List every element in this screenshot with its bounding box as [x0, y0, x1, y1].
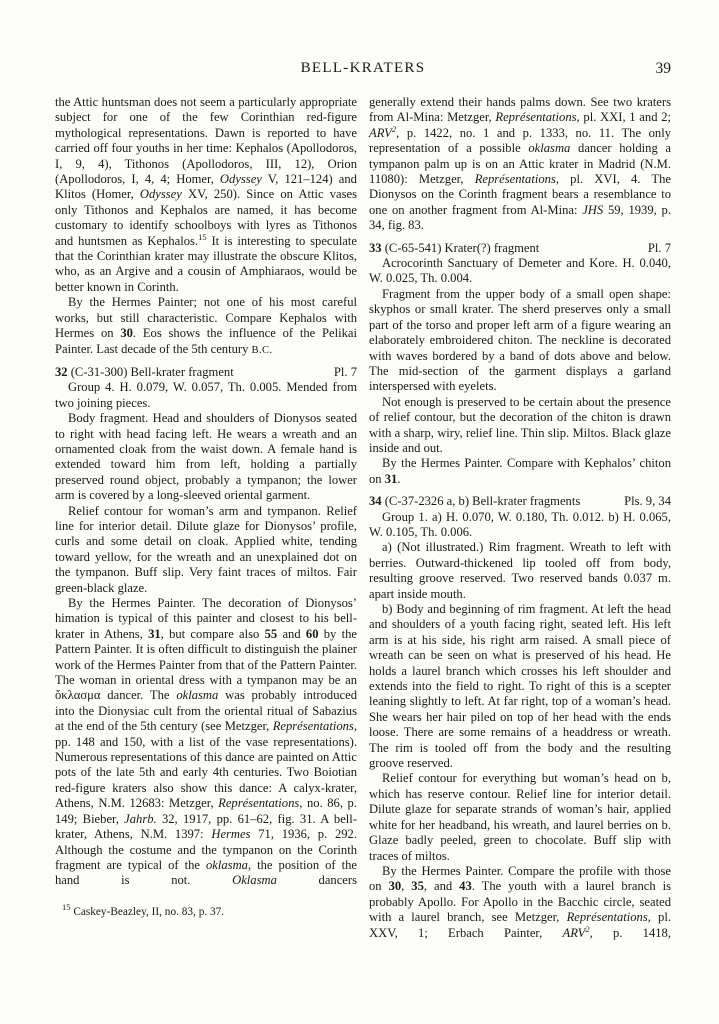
- text-run: It is interesting to speculate that the Corinthian krater may illustrate the obscure Klitos, who, as an Argive and a cousin of Amphiaraos, would be better known in Corinth.: [55, 233, 357, 294]
- text-run: Jahrb.: [124, 811, 157, 826]
- text-run: 35: [411, 879, 424, 894]
- text-run: dancers: [276, 873, 357, 888]
- paragraph: [55, 380, 357, 411]
- text-run: , but compare also: [160, 626, 265, 641]
- plate-reference: Pls. 9, 34: [624, 494, 671, 509]
- running-title: BELL-KRATERS: [300, 60, 426, 76]
- left-column: [55, 95, 357, 941]
- page-header: [55, 60, 671, 80]
- text-run: was probably introduced into the Dionysiac cult from the oriental ritual of Sabazius at the end of the 5th century (see Metzger,: [55, 688, 357, 734]
- text-run: 31: [148, 626, 161, 641]
- text-run: 60: [305, 626, 319, 641]
- text-run: , and: [423, 879, 460, 894]
- text-run: By the Hermes Painter; not one of his most careful works, but still characteristic. Compare Kephalos with Hermes on: [55, 295, 357, 341]
- text-run: By the Hermes Painter. The decoration of Dionysos’ himation is typical of this painter and closest to his bell-krater in Athens,: [55, 596, 357, 641]
- text-run: ARV: [562, 925, 586, 940]
- plate-reference: Pl. 7: [333, 364, 357, 379]
- entry-title: [369, 494, 580, 509]
- plate-reference: Pl. 7: [647, 240, 671, 255]
- text-run: Oklasma: [232, 873, 277, 888]
- paragraph: [369, 395, 671, 457]
- text-run: , p. 1422, no. 1 and p. 1333, no. 11. The only representation of a possible: [369, 125, 671, 156]
- superscript-ref: 15: [198, 231, 207, 242]
- text-run: Body fragment. Head and shoulders of Dionysos seated to right with head facing left. He wears a wreath and an ornamented cloak from the waist down. A female hand is extended toward him from left, holding a partially preserved round object, probably a tympanon; the lower arm is covered by a long-sleeved oriental garment.: [55, 411, 357, 503]
- text-run: Relief contour for everything but woman’s head on b, which has reserve contour. Relief line for interior detail. Dilute glaze for separate strands of woman’s hair, applied white for her headband, his wreath, and laurel berries on b. Glaze badly peeled, green to chocolate. Buff slip with traces of miltos.: [369, 771, 671, 863]
- paragraph: [369, 771, 671, 863]
- text-run: XV, 250). Since on Attic vases only Tithonos and Kephalos are named, it has become customary to identify schoolboys with lyres as Tithonos and huntsmen as Kephalos.: [55, 187, 357, 248]
- entry-title: [55, 365, 234, 380]
- text-run: Odyssey: [219, 172, 262, 187]
- text-run: by the Pattern Painter. It is often difficult to distinguish the plainer work of the Hermes Painter from that of the Pattern Painter. The woman in oriental dress with a tympanon may be an ὄκλασμα dancer. The: [55, 626, 357, 703]
- text-run: Fragment from the upper body of a small open shape: skyphos or small krater. The sherd preserves only a small part of the torso and proper left arm of a figure wearing an elaborately embroidered chiton. The neckline is decorated with waves bordered by a band of dots above and below. The mid-section of the garment displays a garland interspersed with eyelets.: [369, 286, 671, 394]
- text-run: 33: [369, 240, 382, 255]
- text-run: (C-65-541) Krater(?) fragment: [381, 240, 540, 255]
- text-run: Odyssey: [139, 187, 182, 202]
- text-run: 32, 1917, pp. 61–62, fig. 31. A bell-krater, Athens, N.M. 1397:: [55, 811, 357, 842]
- text-run: . The youth with a laurel branch is probably Apollo. For Apollo in the Bacchic circle, seated with a laurel branch, see Metzger,: [369, 879, 671, 925]
- text-run: oklasma: [176, 688, 219, 703]
- text-run: 31: [384, 471, 398, 486]
- text-run: generally extend their hands palms down. See two kraters from Al-Mina: Metzger,: [369, 95, 671, 125]
- text-run: Représentations: [474, 172, 556, 187]
- text-block: [55, 95, 671, 941]
- paragraph: [369, 95, 671, 234]
- text-run: dancer holding a tympanon palm up is on an Attic krater in Madrid (N.M. 11080): Metzger,: [369, 141, 671, 187]
- text-run: 32: [55, 364, 68, 379]
- paragraph: [369, 540, 671, 602]
- text-run: and: [277, 626, 306, 641]
- text-run: , no. 86, p. 149; Bieber,: [55, 796, 357, 826]
- text-run: 34: [369, 494, 382, 509]
- page-number: 39: [655, 60, 671, 77]
- entry-heading: [369, 241, 671, 256]
- paragraph: [369, 864, 671, 941]
- text-run: , the position of the hand is not.: [55, 857, 357, 888]
- paragraph: [55, 596, 357, 889]
- entry-title: [369, 241, 539, 256]
- text-run: 71, 1936, p. 292. Although the costume and the tympanon on the Corinth fragment are typical of the: [55, 827, 357, 872]
- text-run: the Attic huntsman does not seem a particularly appropriate subject for one of the few Corinthian red-figure mythological representations. Dawn is reported to have carried off four youths in her time: Kephalos (Apollodoros, I, 9, 4), Tithonos (Apollodoros, III, 12), Orion (Apollodoros, I, 4, 4; Homer,: [55, 95, 357, 187]
- right-column: [369, 95, 671, 941]
- text-run: 59, 1939, p. 34, fig. 83.: [369, 202, 672, 233]
- entry-heading: [55, 365, 357, 380]
- paragraph: [369, 602, 671, 771]
- text-run: , pp. 148 and 150, with a list of the vase representations). Numerous representations of this dance are painted on Attic pots of the late 5th and early 4th centuries. Two Boiotian red-figure kraters also show this dance: A calyx-krater, Athens, N.M. 12683: Metzger,: [55, 719, 357, 811]
- paragraph: [55, 295, 357, 358]
- text-run: . Eos shows the influence of the Pelikai Painter. Last decade of the 5th century: [55, 326, 357, 356]
- text-run: ,: [401, 879, 412, 894]
- paragraph: [369, 510, 671, 541]
- text-run: (C-31-300) Bell-krater fragment: [67, 364, 234, 379]
- text-run: , pl. XXI, 1 and 2;: [576, 110, 671, 125]
- text-run: 55: [264, 626, 278, 641]
- text-run: a) (Not illustrated.) Rim fragment. Wreath to left with berries. Outward-thickened lip tooled off from body, resulting groove reserved. Two reserved bands 0.037 m. apart inside mouth.: [369, 540, 671, 601]
- text-run: b) Body and beginning of rim fragment. At left the head and shoulders of a youth facing right, seated left. His left arm is at his side, his right arm raised. A small piece of wreath can be seen on what is preserved of his head. He holds a laurel branch which crosses his left shoulder and extends into the field to right. To right of this is a scepter leaning slightly to left. At far right, top of a woman’s head. She wears her hair piled on top of her head with the ends loose. There are some remains of a headdress or wreath. The rim is tooled off from the body and the resulting groove reserved.: [369, 602, 671, 771]
- text-run: Caskey-Beazley, II, no. 83, p. 37.: [70, 905, 225, 918]
- text-run: , pl. XXV, 1; Erbach Painter,: [369, 910, 671, 940]
- text-run: Group 1. a) H. 0.070, W. 0.180, Th. 0.012. b) H. 0.065, W. 0.105, Th. 0.006.: [369, 509, 671, 539]
- text-run: Représentations: [566, 910, 648, 925]
- text-run: , p. 1418,: [589, 925, 671, 940]
- text-run: , pl. XVI, 4. The Dionysos on the Corinth fragment bears a resemblance to one on another fragment from Al-Mina:: [369, 172, 672, 217]
- text-run: By the Hermes Painter. Compare the profile with those on: [369, 863, 671, 894]
- text-run: V, 121–124) and Klitos (Homer,: [55, 172, 357, 202]
- text-run: Acrocorinth Sanctuary of Demeter and Kore. H. 0.040, W. 0.025, Th. 0.004.: [369, 256, 671, 286]
- text-run: Group 4. H. 0.079, W. 0.057, Th. 0.005. Mended from two joining pieces.: [55, 380, 357, 410]
- paragraph: [55, 95, 357, 295]
- paragraph: [369, 456, 671, 487]
- text-run: JHS: [582, 202, 604, 217]
- paragraph: [55, 504, 357, 596]
- text-run: .: [397, 471, 401, 486]
- text-run: Not enough is preserved to be certain about the presence of relief contour, but the decoration of the chiton is drawn with a sharp, wiry, relief line. Thin slip. Miltos. Black glaze inside and out.: [369, 394, 671, 455]
- text-run: By the Hermes Painter. Compare with Kephalos’ chiton on: [369, 456, 671, 486]
- superscript-ref: 2: [391, 123, 397, 134]
- paragraph: [369, 256, 671, 287]
- text-run: (C-37-2326 a, b) Bell-krater fragments: [381, 494, 581, 509]
- text-run: Représentations: [218, 796, 300, 811]
- text-run: oklasma: [206, 857, 248, 872]
- superscript-ref: 15: [62, 901, 71, 912]
- text-run: Relief contour for woman’s arm and tympanon. Relief line for interior detail. Dilute glaze for Dionysos’ profile, curls and some detail on cloak. Applied white, tending toward yellow, for the wreath and an unexplained dot on the tympanon. Buff slip. Very faint traces of miltos. Fair green-black glaze.: [55, 503, 357, 595]
- paragraph: [55, 411, 357, 503]
- text-run: B.C.: [251, 344, 273, 356]
- text-run: 30: [388, 879, 402, 894]
- superscript-ref: 2: [585, 923, 590, 934]
- paragraph: [369, 287, 671, 395]
- text-run: ARV: [369, 125, 392, 140]
- text-run: Représentations: [495, 110, 577, 125]
- footnote: [55, 901, 357, 919]
- text-run: oklasma: [528, 141, 571, 156]
- entry-heading: [369, 494, 671, 509]
- text-run: Hermes: [211, 827, 251, 842]
- text-run: 43: [459, 879, 472, 894]
- text-run: Représentations: [272, 719, 354, 734]
- text-run: 30: [120, 326, 133, 341]
